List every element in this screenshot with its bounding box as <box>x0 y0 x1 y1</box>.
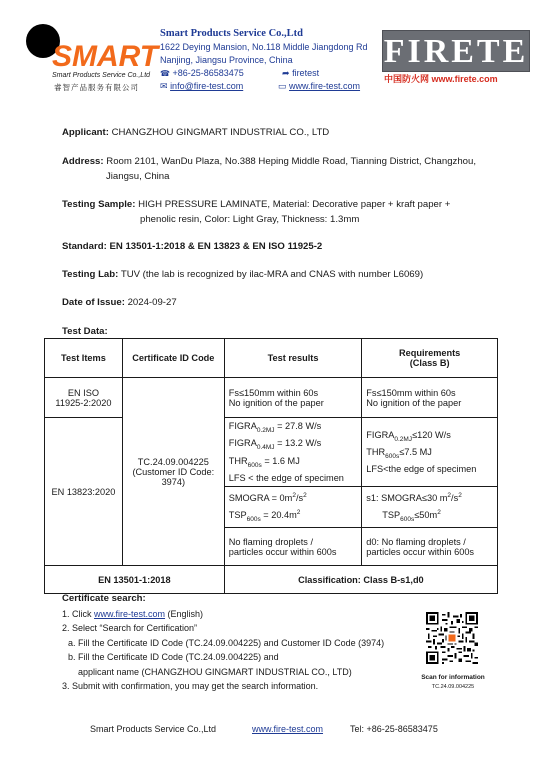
smogra-req: s1: SMOGRA≤30 m <box>366 493 448 504</box>
sample-value-2: phenolic resin, Color: Light Gray, Thickness: 1.3mm <box>140 214 360 225</box>
header-req-line1: Requirements <box>399 348 461 358</box>
step1-suffix: (English) <box>165 608 204 619</box>
logo-chinese-name: 睿智产品服务有限公司 <box>54 83 139 92</box>
sq-sup: 2 <box>292 492 296 500</box>
drop-result-line2: particles occur within 600s <box>228 546 337 557</box>
classification-row <box>45 566 498 594</box>
req-figra <box>362 418 498 487</box>
classification-standard: EN 13501-1:2018 <box>45 566 225 594</box>
issue-value: 2024-09-27 <box>127 297 177 308</box>
figra04-value: = 13.2 W/s <box>277 438 322 449</box>
website-line <box>278 81 360 92</box>
search-step-2b-line2: applicant name (CHANGZHOU GINGMART INDUSTRIAL CO., LTD) <box>78 666 352 677</box>
sq-sup: 2 <box>447 492 452 500</box>
lab-label: Testing Lab: <box>62 269 119 280</box>
sample-value-1: HIGH PRESSURE LAMINATE, Material: Decorative paper + kraft paper + <box>138 199 451 210</box>
figra-label: FIGRA <box>228 438 257 449</box>
standard-value: EN 13501-1:2018 & EN 13823 & EN ISO 11925-2 <box>109 241 323 252</box>
issue-field <box>62 295 177 310</box>
mail-icon: ✉ <box>160 81 168 91</box>
phone-icon: ☎ <box>160 69 170 78</box>
tsp-label: TSP <box>228 509 247 520</box>
header-certificate-code: Certificate ID Code <box>122 339 224 378</box>
social-line <box>282 68 319 79</box>
address-value-2: Jiangsu, China <box>106 171 170 182</box>
classification-result: Classification: Class B-s1,d0 <box>224 566 497 594</box>
firete-logo <box>382 30 530 72</box>
sample-label: Testing Sample: <box>62 199 136 210</box>
search-step-2: 2. Select “Search for Certification” <box>62 623 198 633</box>
lfs-req: LFS<the edge of specimen <box>366 464 477 475</box>
smart-logo-word: SMART <box>52 40 159 73</box>
tsp-sub: 600s <box>246 515 261 523</box>
search-step-2b-line1: b. Fill the Certificate ID Code (TC.24.09.004225) and <box>68 652 279 662</box>
result-smogra <box>224 487 362 528</box>
footer-company: Smart Products Service Co.,Ltd <box>90 724 217 734</box>
phone-line <box>160 68 244 78</box>
test-data-table <box>44 338 498 594</box>
logo-subtitle: Smart Products Service Co.,Ltd <box>52 72 151 79</box>
address-line-1: 1622 Deying Mansion, No.118 Middle Jiangdong Rd <box>160 42 368 52</box>
step1-prefix: 1. Click <box>62 608 95 619</box>
thr-req: ≤7.5 MJ <box>399 446 432 457</box>
test-data-heading <box>62 324 108 339</box>
tsp-req: ≤50m <box>414 509 438 520</box>
smogra-value: SMOGRA = 0m <box>228 493 293 504</box>
applicant-label: Applicant: <box>62 127 109 138</box>
thr-label: THR <box>366 446 386 457</box>
certificate-code-cell <box>122 378 224 566</box>
monitor-icon: ▭ <box>278 81 287 91</box>
result-iso-line2: No ignition of the paper <box>228 397 324 408</box>
figra-label: FIGRA <box>228 421 257 431</box>
thr-value: = 1.6 MJ <box>264 455 300 466</box>
qr-caption: Scan for information <box>421 674 485 681</box>
website-link[interactable]: www.fire-test.com <box>289 81 361 91</box>
thr-sub: 600s <box>247 461 262 469</box>
sample-field <box>62 197 450 227</box>
result-droplets <box>224 528 362 566</box>
header-test-items: Test Items <box>45 339 123 378</box>
drop-result-line1: No flaming droplets / <box>228 536 314 547</box>
search-step-1 <box>62 607 384 622</box>
figra04-sub: 0.4MJ <box>256 444 275 452</box>
applicant-value: CHANGZHOU GINGMART INDUSTRIAL CO., LTD <box>111 127 330 138</box>
search-step-3: 3. Submit with confirmation, you may get the search information. <box>62 681 319 691</box>
req-iso-line1: Fs≤150mm within 60s <box>366 387 456 398</box>
lab-field <box>62 267 423 282</box>
header-test-results: Test results <box>224 339 362 378</box>
issue-label: Date of Issue: <box>62 297 125 308</box>
qr-certificate-code: TC.24.09.004225 <box>431 684 475 690</box>
figra-label: FIGRA <box>366 429 395 440</box>
certificate-search <box>62 592 384 694</box>
company-name: Smart Products Service Co.,Ltd <box>160 28 303 39</box>
test-data-label: Test Data: <box>62 326 108 337</box>
footer-website <box>252 724 323 734</box>
req-droplets <box>362 528 498 566</box>
result-figra <box>224 418 362 487</box>
standard-field <box>62 239 322 254</box>
figra02-sub: 0.2MJ <box>256 426 275 434</box>
header-req-line2: (Class B) <box>409 358 450 368</box>
standard-label: Standard: <box>62 241 107 252</box>
figra02-req: ≤120 W/s <box>412 429 451 440</box>
search-title: Certificate search: <box>62 593 146 604</box>
req-iso-line2: No ignition of the paper <box>366 397 462 408</box>
tsp-sub: 600s <box>400 515 415 523</box>
footer-tel: Tel: +86-25-86583475 <box>350 724 438 734</box>
address-label: Address: <box>62 156 104 167</box>
table-row <box>45 378 498 418</box>
item-en13823: EN 13823:2020 <box>45 418 123 566</box>
tsp-label: TSP <box>382 509 401 520</box>
figra02-value: = 27.8 W/s <box>277 421 322 431</box>
sq-sup: 2 <box>458 492 462 500</box>
result-iso <box>224 378 362 418</box>
table-header-row <box>45 339 498 378</box>
sq-sup: 2 <box>303 492 307 500</box>
email-line <box>160 81 243 92</box>
phone-number: +86-25-86583475 <box>172 68 244 78</box>
lfs-value: LFS < the edge of specimen <box>228 472 344 483</box>
sq-sup: 2 <box>437 508 441 516</box>
qr-code-icon[interactable] <box>426 612 478 664</box>
social-icon: ➦ <box>282 68 290 78</box>
code-line1: TC.24.09.004225 <box>137 456 209 467</box>
thr-sub: 600s <box>385 452 400 460</box>
drop-req-line2: particles occur within 600s <box>366 546 475 557</box>
search-step-2a: a. Fill the Certificate ID Code (TC.24.09.004225) and Customer ID Code (3974) <box>68 637 385 648</box>
req-smogra <box>362 487 498 528</box>
item-iso-line2: 11925-2:2020 <box>55 397 112 408</box>
email-link[interactable]: info@fire-test.com <box>170 81 244 91</box>
code-line2: (Customer ID Code: <box>132 466 215 477</box>
req-iso <box>362 378 498 418</box>
table-row <box>45 418 498 487</box>
sq-sup: 2 <box>296 508 301 516</box>
drop-req-line1: d0: No flaming droplets / <box>366 536 466 547</box>
thr-label: THR <box>228 455 248 466</box>
smogra-unit: /s <box>295 493 304 504</box>
step1-link[interactable]: www.fire-test.com <box>94 608 166 619</box>
smogra-req-unit: /s <box>451 493 459 504</box>
tsp-value: = 20.4m <box>263 509 297 520</box>
footer-website-link[interactable]: www.fire-test.com <box>252 724 324 734</box>
item-iso <box>45 378 123 418</box>
social-handle: firetest <box>292 68 320 78</box>
code-line3: 3974) <box>161 476 186 487</box>
firete-tagline: 中国防火网 www.firete.com <box>384 74 498 84</box>
figra02-sub: 0.2MJ <box>394 435 413 443</box>
lab-value: TUV (the lab is recognized by ilac-MRA and CNAS with number L6069) <box>120 269 424 280</box>
address-field <box>62 154 476 184</box>
header-requirements <box>362 339 498 378</box>
address-value-1: Room 2101, WanDu Plaza, No.388 Heping Middle Road, Tianning District, Changzhou, <box>106 156 477 167</box>
result-iso-line1: Fs≤150mm within 60s <box>228 387 319 398</box>
item-iso-line1: EN ISO <box>67 387 100 398</box>
applicant-field <box>62 125 329 140</box>
letterhead <box>0 0 540 100</box>
address-line-2: Nanjing, Jiangsu Province, China <box>160 55 293 65</box>
firete-logo-text: FIRETE <box>383 33 529 70</box>
